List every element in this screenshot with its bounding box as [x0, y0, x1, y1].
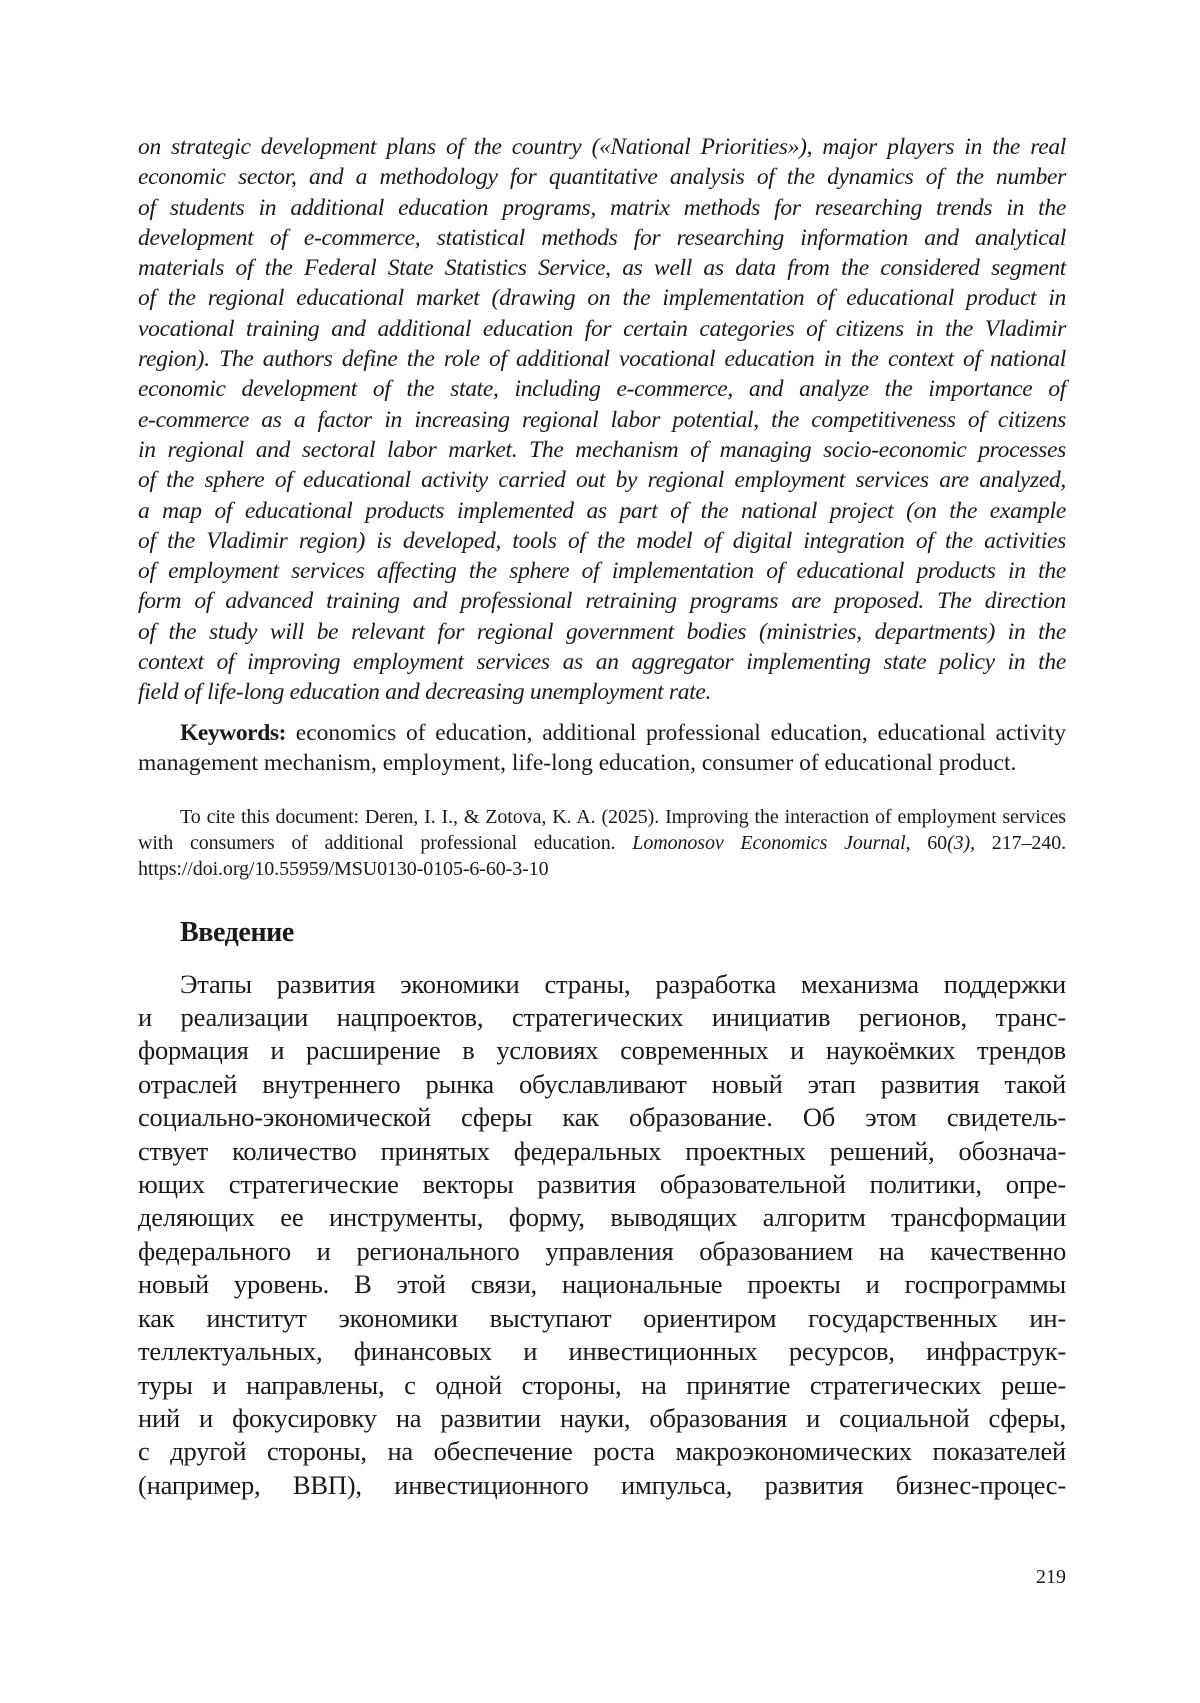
abstract-line: context of improving employment services as an aggregator implementing state policy in the: [138, 649, 1066, 676]
intro-line: ний и фокусировку на развитии науки, образования и социальной сферы,: [138, 1402, 1066, 1433]
intro-line: как институт экономики выступают ориентиром государственных ин-: [138, 1302, 1066, 1333]
intro-line: ствует количество принятых федеральных проектных решений, обознача-: [138, 1135, 1066, 1166]
abstract-line: region). The authors define the role of additional vocational education in the context of national: [138, 346, 1066, 373]
page-number: 219: [1036, 1566, 1066, 1588]
citation-volume: , 60: [905, 831, 948, 854]
abstract-line: of the Vladimir region) is developed, tools of the model of digital integration of the activities: [138, 527, 1066, 554]
citation-paragraph: [138, 804, 1066, 882]
abstract-line: of employment services affecting the sphere of implementation of educational products in the: [138, 558, 1066, 585]
abstract-line: form of advanced training and professional retraining programs are proposed. The direction: [138, 588, 1066, 615]
intro-line: новый уровень. В этой связи, национальные проекты и госпрограммы: [138, 1269, 1066, 1300]
abstract-line: of the regional educational market (drawing on the implementation of educational product in: [138, 285, 1066, 312]
citation-issue: (3),: [947, 831, 976, 854]
abstract-line: vocational training and additional education for certain categories of citizens in the Vladimir: [138, 315, 1066, 342]
section-heading: Введение: [180, 916, 294, 948]
intro-line: ющих стратегические векторы развития образовательной политики, опре-: [138, 1169, 1066, 1200]
abstract-line: e-commerce as a factor in increasing regional labor potential, the competitiveness of citizens: [138, 406, 1066, 433]
intro-body: [138, 968, 1066, 1503]
intro-line: отраслей внутреннего рынка обуславливают новый этап развития такой: [138, 1068, 1066, 1099]
intro-line: Этапы развития экономики страны, разработка механизма поддержки: [180, 968, 1066, 999]
intro-line: формация и расширение в условиях современных и наукоёмких трендов: [138, 1035, 1066, 1066]
intro-line: с другой стороны, на обеспечение роста макроэкономических показателей: [138, 1436, 1066, 1467]
intro-line: теллектуальных, финансовых и инвестиционных ресурсов, инфраструк-: [138, 1336, 1066, 1367]
intro-line: (например, ВВП), инвестиционного импульса, развития бизнес-процес-: [138, 1469, 1066, 1500]
abstract-line: of students in additional education programs, matrix methods for researching trends in the: [138, 194, 1066, 221]
abstract-line: on strategic development plans of the country («National Priorities»), major players in the real: [138, 134, 1066, 160]
keywords-label: Keywords:: [180, 719, 287, 746]
intro-line: федерального и регионального управления образованием на качественно: [138, 1235, 1066, 1266]
citation-journal: Lomonosov Economics Journal: [632, 831, 906, 854]
abstract: [138, 132, 1066, 708]
abstract-line: materials of the Federal State Statistics Service, as well as data from the considered segment: [138, 255, 1066, 282]
abstract-line: in regional and sectoral labor market. The mechanism of managing socio-economic processes: [138, 436, 1066, 463]
abstract-line: field of life-long education and decreasing unemployment rate.: [138, 679, 712, 706]
keywords-text: economics of education, additional professional education, educational activity management mechanism, employment, life-long education, consumer of educational product.: [138, 719, 1066, 776]
abstract-line: of the sphere of educational activity carried out by regional employment services are analyzed,: [138, 467, 1066, 494]
page-content: [138, 132, 1066, 1502]
intro-line: деляющих ее инструменты, форму, выводящих алгоритм трансформации: [138, 1202, 1066, 1233]
citation-suffix: 217–240. https://doi.org/10.55959/MSU0130-0105-6-60-3-10: [138, 831, 1067, 880]
intro-line: туры и направлены, с одной стороны, на принятие стратегических реше-: [138, 1369, 1066, 1400]
keywords-paragraph: [138, 718, 1066, 778]
intro-line: и реализации нацпроектов, стратегических инициатив регионов, транс-: [138, 1002, 1066, 1033]
abstract-line: development of e-commerce, statistical methods for researching information and analytical: [138, 224, 1066, 251]
intro-line: социально-экономической сферы как образование. Об этом свидетель-: [138, 1102, 1066, 1133]
abstract-line: economic development of the state, including e-commerce, and analyze the importance of: [138, 376, 1066, 403]
abstract-line: of the study will be relevant for regional government bodies (ministries, departments) in the: [138, 618, 1066, 645]
citation-prefix: To cite this document: Deren, I. I., & Zotova, K. A. (2025). Improving the interaction of employment services with consumers of additional professional education.: [138, 805, 1066, 854]
abstract-line: economic sector, and a methodology for quantitative analysis of the dynamics of the number: [138, 164, 1066, 191]
abstract-line: a map of educational products implemented as part of the national project (on the example: [138, 497, 1066, 524]
